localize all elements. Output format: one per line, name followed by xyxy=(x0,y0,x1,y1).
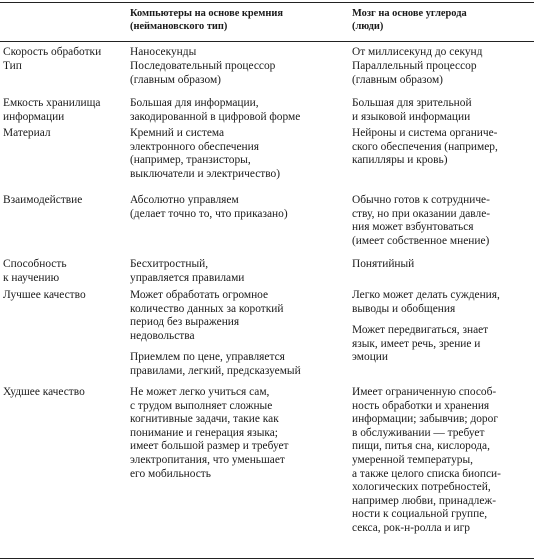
text-block xyxy=(352,97,532,124)
text-line: (например, транзисторы, xyxy=(130,154,251,167)
text-line: Скорость обработки xyxy=(3,46,102,58)
text-block xyxy=(352,46,532,60)
text-line: Способность xyxy=(3,258,67,270)
text-line: Емкость хранилища xyxy=(3,97,101,109)
silicon-cell xyxy=(130,386,340,481)
text-line: хологических потребностей, xyxy=(352,481,491,494)
carbon-cell xyxy=(352,60,532,87)
text-line: Наносекунды xyxy=(130,46,197,58)
carbon-cell xyxy=(352,194,532,248)
text-block xyxy=(352,386,532,536)
text-line: правилами, легкий, предсказуемый xyxy=(130,364,301,377)
text-line: Нейроны и система органиче- xyxy=(352,127,498,139)
text-line: Худшее качество xyxy=(3,386,85,398)
text-line: секса, рок-н-ролла и игр xyxy=(352,521,470,534)
carbon-cell xyxy=(352,386,532,536)
text-line: Абсолютно управляем xyxy=(130,194,239,206)
text-line: умеренной температуры, xyxy=(352,453,473,466)
text-line: ского обеспечения (например, xyxy=(352,140,498,153)
text-line: в обслуживании — требует xyxy=(352,426,485,439)
text-line: эмоции xyxy=(352,351,388,364)
text-line: Большая для зрительной xyxy=(352,97,472,109)
row-label xyxy=(3,127,123,141)
text-line: Легко может делать суждения, xyxy=(352,289,500,301)
text-line: Приемлем по цене, управляется xyxy=(130,351,285,364)
text-block xyxy=(130,386,340,481)
text-line: Может передвигаться, знает xyxy=(352,324,489,337)
header-line: (люди) xyxy=(352,21,384,32)
row-label xyxy=(3,60,123,74)
text-line: имеет большой размер и требует xyxy=(130,440,289,453)
text-block xyxy=(130,46,340,60)
silicon-cell xyxy=(130,289,340,379)
text-line: выводы и обобщения xyxy=(352,302,456,315)
row-label xyxy=(3,97,123,124)
header-rule xyxy=(0,41,534,42)
header-line: (неймановского тип) xyxy=(130,21,228,32)
silicon-cell xyxy=(130,194,340,221)
text-line: (главным образом) xyxy=(130,73,221,86)
header-line: Мозг на основе углерода xyxy=(352,8,467,19)
text-block xyxy=(130,258,340,285)
table-bottom-rule xyxy=(0,558,534,559)
text-line: Может обработать огромное xyxy=(130,289,269,301)
text-line: информации; забывчив; дорог xyxy=(352,413,498,426)
carbon-cell xyxy=(352,258,532,272)
text-line: Взаимодействие xyxy=(3,194,83,206)
text-line: количество данных за короткий xyxy=(130,302,284,315)
silicon-cell xyxy=(130,127,340,181)
text-line: понимание и генерация языка; xyxy=(130,426,278,439)
text-line: пищи, питья сна, кислорода, xyxy=(352,440,490,453)
text-line: Не может легко учиться сам, xyxy=(130,386,270,398)
text-line: управляется правилами xyxy=(130,271,245,284)
silicon-cell xyxy=(130,258,340,285)
row-label xyxy=(3,386,123,400)
text-line: когнитивные задачи, такие как xyxy=(130,413,279,426)
text-line: ность обработки и хранения xyxy=(352,399,490,412)
carbon-cell xyxy=(352,289,532,365)
text-line: информации xyxy=(3,110,65,123)
text-line: (делает точно то, что приказано) xyxy=(130,207,288,220)
text-block xyxy=(352,324,532,365)
text-line: например любви, принадлеж- xyxy=(352,494,497,507)
text-line: Понятийный xyxy=(352,258,415,270)
text-line: выключатели и электричество) xyxy=(130,167,281,180)
text-line: Тип xyxy=(3,60,22,72)
carbon-cell xyxy=(352,46,532,60)
text-block xyxy=(352,127,532,168)
text-line: ству, но при оказании давле- xyxy=(352,207,491,220)
text-line: электропитания, что уменьшает xyxy=(130,453,285,466)
text-block xyxy=(352,194,532,248)
row-label xyxy=(3,258,123,285)
text-line: Имеет ограниченную способ- xyxy=(352,386,497,398)
text-block xyxy=(352,289,532,316)
silicon-cell xyxy=(130,46,340,60)
text-block xyxy=(130,289,340,343)
text-line: а также целого списка биопси- xyxy=(352,467,501,480)
text-line: недовольства xyxy=(130,329,195,342)
row-label xyxy=(3,194,123,208)
text-block xyxy=(352,258,532,272)
text-line: капилляры и кровь) xyxy=(352,154,448,167)
text-block xyxy=(130,97,340,124)
text-block xyxy=(130,194,340,221)
text-line: его мобильность xyxy=(130,467,211,480)
column-header-silicon xyxy=(130,7,340,33)
text-line: Обычно готов к сотрудничe- xyxy=(352,194,490,206)
text-block xyxy=(130,127,340,181)
text-line: язык, имеет речь, зрение и xyxy=(352,337,481,350)
table-top-rule xyxy=(0,2,534,3)
text-line: (имеет собственное мнение) xyxy=(352,234,490,247)
text-line: электронного обеспечения xyxy=(130,140,259,153)
text-block xyxy=(130,351,340,378)
carbon-cell xyxy=(352,97,532,124)
text-line: и языковой информации xyxy=(352,110,471,123)
text-line: Бесхитростный, xyxy=(130,258,209,270)
text-line: От миллисекунд до секунд xyxy=(352,46,483,58)
text-line: Параллельный процессор xyxy=(352,60,477,72)
text-line: к научению xyxy=(3,271,60,284)
header-line: Компьютеры на основе кремния xyxy=(130,8,283,19)
silicon-cell xyxy=(130,60,340,87)
column-header-carbon xyxy=(352,7,532,33)
text-line: ности к социальной группе, xyxy=(352,508,488,521)
text-line: закодированной в цифровой форме xyxy=(130,110,301,123)
text-line: Материал xyxy=(3,127,51,139)
text-line: ния может взбунтоваться xyxy=(352,221,474,234)
row-label xyxy=(3,289,123,303)
text-block xyxy=(352,60,532,87)
text-line: Кремний и система xyxy=(130,127,225,139)
text-line: период без выражения xyxy=(130,316,240,329)
silicon-cell xyxy=(130,97,340,124)
row-label xyxy=(3,46,123,60)
text-line: Лучшее качество xyxy=(3,289,86,301)
text-line: (главным образом) xyxy=(352,73,443,86)
text-line: с трудом выполняет сложные xyxy=(130,399,273,412)
text-line: Последовательный процессор xyxy=(130,60,276,72)
carbon-cell xyxy=(352,127,532,168)
text-line: Большая для информации, xyxy=(130,97,259,109)
text-block xyxy=(130,60,340,87)
